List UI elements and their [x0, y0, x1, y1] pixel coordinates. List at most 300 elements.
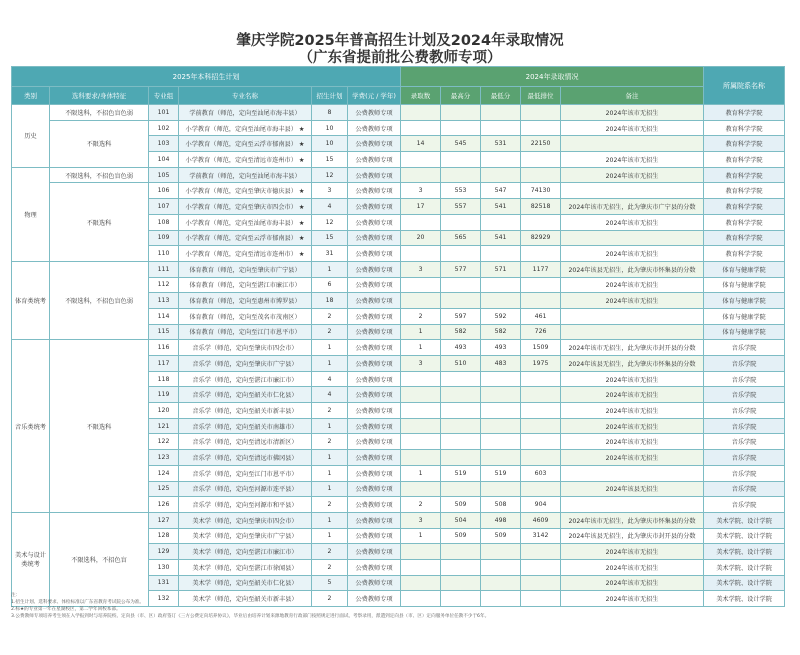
major-cell [179, 481, 312, 497]
column-header-fee: 学费(元 / 学年) [348, 87, 401, 105]
requirement-cell: 不限选科，不招色盲色弱 [50, 167, 149, 183]
min-rank-cell: 82929 [521, 230, 561, 246]
star-icon: ★ [298, 203, 305, 211]
min-score-cell: 531 [481, 136, 521, 152]
plan-cell: 1 [312, 356, 348, 372]
major-cell [179, 340, 312, 356]
major-cell [179, 465, 312, 481]
dept-cell: 美术学院、设计学院 [704, 528, 785, 544]
min-rank-cell [521, 293, 561, 309]
column-header-admitted: 录取数 [401, 87, 441, 105]
star-icon: ★ [298, 141, 305, 149]
group-cell: 130 [149, 559, 179, 575]
min-score-cell [481, 544, 521, 560]
max-score-cell: 565 [441, 230, 481, 246]
note-cell: 2024年该市无招生 [561, 277, 704, 293]
fee-cell: 公费教师专项 [348, 105, 401, 121]
table-row [12, 120, 785, 136]
admitted-cell: 20 [401, 230, 441, 246]
category-cell: 历史 [12, 105, 50, 168]
min-rank-cell: 22150 [521, 136, 561, 152]
admitted-cell [401, 277, 441, 293]
requirement-cell: 不限选科 [50, 340, 149, 513]
fee-cell: 公费教师专项 [348, 591, 401, 607]
fee-cell: 公费教师专项 [348, 308, 401, 324]
dept-cell: 音乐学院 [704, 371, 785, 387]
min-rank-cell [521, 403, 561, 419]
plan-cell: 10 [312, 120, 348, 136]
plan-cell: 2 [312, 308, 348, 324]
max-score-cell: 582 [441, 324, 481, 340]
min-rank-cell: 1509 [521, 340, 561, 356]
min-score-cell: 519 [481, 465, 521, 481]
major-name: 体育教育（师范，定向至湛江市廉江市） [189, 282, 301, 290]
note-cell [561, 465, 704, 481]
major-cell [179, 120, 312, 136]
min-rank-cell: 1177 [521, 261, 561, 277]
group-cell: 119 [149, 387, 179, 403]
admitted-cell [401, 450, 441, 466]
note-cell [561, 136, 704, 152]
table-row [12, 512, 785, 528]
group-cell: 116 [149, 340, 179, 356]
major-cell [179, 418, 312, 434]
min-score-cell: 541 [481, 230, 521, 246]
major-name: 美术学（师范，定向至湛江市徐闻县） [192, 564, 298, 572]
dept-cell: 体育与健康学院 [704, 261, 785, 277]
dept-cell: 音乐学院 [704, 434, 785, 450]
fee-cell: 公费教师专项 [348, 199, 401, 215]
fee-cell: 公费教师专项 [348, 371, 401, 387]
major-name: 美术学（师范，定向至韶关市仁化县） [192, 580, 298, 588]
fee-cell: 公费教师专项 [348, 512, 401, 528]
group-cell: 112 [149, 277, 179, 293]
max-score-cell: 545 [441, 136, 481, 152]
fee-cell: 公费教师专项 [348, 387, 401, 403]
plan-cell: 2 [312, 591, 348, 607]
note-cell [561, 497, 704, 513]
max-score-cell: 519 [441, 465, 481, 481]
major-name: 小学教育（师范，定向至肇庆市四会市） [185, 203, 297, 211]
max-score-cell [441, 387, 481, 403]
note-cell: 2024年该县无招生，此为肇庆市封开县的分数 [561, 528, 704, 544]
max-score-cell: 597 [441, 308, 481, 324]
major-cell [179, 387, 312, 403]
note-cell: 2024年该市无招生 [561, 214, 704, 230]
note-cell [561, 308, 704, 324]
table-row [12, 183, 785, 199]
plan-cell: 1 [312, 481, 348, 497]
min-rank-cell [521, 371, 561, 387]
dept-cell: 教育科学学院 [704, 167, 785, 183]
major-name: 小学教育（师范，定向至清远市连州市） [185, 251, 297, 259]
plan-cell: 15 [312, 152, 348, 168]
admitted-cell: 3 [401, 183, 441, 199]
table-row [12, 340, 785, 356]
dept-cell: 教育科学学院 [704, 152, 785, 168]
group-cell: 114 [149, 308, 179, 324]
note-cell: 2024年该市无招生 [561, 544, 704, 560]
admitted-cell [401, 559, 441, 575]
dept-cell: 音乐学院 [704, 403, 785, 419]
footnote-item: 2.标★的专业第一年在星湖校区，第二学年回校本部。 [11, 607, 121, 612]
fee-cell: 公费教师专项 [348, 559, 401, 575]
table-row [12, 167, 785, 183]
max-score-cell [441, 418, 481, 434]
max-score-cell: 553 [441, 183, 481, 199]
major-name: 小学教育（师范，定向至汕尾市海丰县） [185, 219, 297, 227]
star-icon: ★ [298, 235, 305, 243]
column-header-group: 专业组 [149, 87, 179, 105]
dept-cell: 音乐学院 [704, 465, 785, 481]
max-score-cell [441, 105, 481, 121]
group-cell: 121 [149, 418, 179, 434]
note-cell: 2024年该市无招生 [561, 575, 704, 591]
min-rank-cell [521, 152, 561, 168]
fee-cell: 公费教师专项 [348, 575, 401, 591]
min-score-cell: 547 [481, 183, 521, 199]
note-cell [561, 230, 704, 246]
major-name: 音乐学（师范，定向至清远市清新区） [192, 439, 298, 447]
min-score-cell: 571 [481, 261, 521, 277]
note-cell: 2024年该市无招生 [561, 167, 704, 183]
min-score-cell: 483 [481, 356, 521, 372]
min-rank-cell [521, 418, 561, 434]
group-cell: 113 [149, 293, 179, 309]
min-score-cell [481, 418, 521, 434]
major-cell [179, 261, 312, 277]
major-cell [179, 512, 312, 528]
major-name: 音乐学（师范，定向至韶关市新丰县） [192, 407, 298, 415]
major-cell [179, 246, 312, 262]
star-icon: ★ [298, 251, 305, 259]
major-cell [179, 434, 312, 450]
fee-cell: 公费教师专项 [348, 136, 401, 152]
plan-cell: 4 [312, 371, 348, 387]
major-name: 美术学（师范，定向至韶关市新丰县） [192, 596, 298, 604]
fee-cell: 公费教师专项 [348, 120, 401, 136]
max-score-cell [441, 152, 481, 168]
fee-cell: 公费教师专项 [348, 356, 401, 372]
min-score-cell: 541 [481, 199, 521, 215]
note-cell: 2024年该市无招生 [561, 371, 704, 387]
dept-column-header: 所属院系名称 [704, 67, 785, 105]
major-cell [179, 575, 312, 591]
star-icon: ★ [298, 188, 305, 196]
max-score-cell: 509 [441, 528, 481, 544]
admit-group-header: 2024年录取情况 [401, 67, 704, 87]
admitted-cell: 3 [401, 261, 441, 277]
major-cell [179, 152, 312, 168]
group-cell: 129 [149, 544, 179, 560]
max-score-cell [441, 167, 481, 183]
page-subtitle: （广东省提前批公费教师专项） [298, 50, 502, 66]
plan-cell: 3 [312, 183, 348, 199]
group-cell: 131 [149, 575, 179, 591]
min-rank-cell [521, 246, 561, 262]
min-score-cell [481, 167, 521, 183]
dept-cell: 教育科学学院 [704, 120, 785, 136]
note-cell: 2024年该市无招生，此为肇庆市广宁县的分数 [561, 199, 704, 215]
note-cell: 2024年该市无招生，此为肇庆市封开县的分数 [561, 340, 704, 356]
plan-group-header: 2025年本科招生计划 [12, 67, 401, 87]
major-cell [179, 544, 312, 560]
admitted-cell [401, 418, 441, 434]
major-name: 音乐学（师范，定向至肇庆市四会市） [192, 345, 298, 353]
major-cell [179, 167, 312, 183]
min-rank-cell [521, 559, 561, 575]
max-score-cell [441, 544, 481, 560]
column-header-note: 备注 [561, 87, 704, 105]
dept-cell: 教育科学学院 [704, 246, 785, 262]
note-cell: 2024年该市无招生 [561, 387, 704, 403]
note-cell [561, 183, 704, 199]
note-cell: 2024年该市无招生 [561, 591, 704, 607]
footnote-heading: 注： [11, 593, 21, 598]
major-cell [179, 230, 312, 246]
min-rank-cell: 904 [521, 497, 561, 513]
category-cell: 音乐类统考 [12, 340, 50, 513]
admitted-cell: 1 [401, 340, 441, 356]
major-cell [179, 528, 312, 544]
admitted-cell [401, 120, 441, 136]
group-cell: 117 [149, 356, 179, 372]
min-score-cell [481, 293, 521, 309]
plan-cell: 15 [312, 230, 348, 246]
column-header-category: 类别 [12, 87, 50, 105]
plan-cell: 4 [312, 199, 348, 215]
dept-cell: 体育与健康学院 [704, 324, 785, 340]
star-icon: ★ [298, 156, 305, 164]
note-cell: 2024年该市无招生 [561, 403, 704, 419]
admitted-cell: 2 [401, 497, 441, 513]
major-cell [179, 324, 312, 340]
admitted-cell [401, 544, 441, 560]
note-cell: 2024年该县无招生，此为肇庆市怀集县的分数 [561, 261, 704, 277]
note-cell: 2024年该市无招生，此为肇庆市怀集县的分数 [561, 512, 704, 528]
major-name: 音乐学（师范，定向至清远市佛冈县） [192, 454, 298, 462]
min-score-cell [481, 277, 521, 293]
dept-cell: 教育科学学院 [704, 199, 785, 215]
max-score-cell [441, 120, 481, 136]
group-cell: 118 [149, 371, 179, 387]
plan-cell: 2 [312, 403, 348, 419]
major-name: 学前教育（师范，定向至汕尾市海丰县） [189, 172, 301, 180]
min-score-cell: 582 [481, 324, 521, 340]
max-score-cell [441, 277, 481, 293]
plan-cell: 2 [312, 559, 348, 575]
footnote-item: 3.公费教师专项培养考生须在入学报到时与培养院校、定向县（市、区）政府签订《三方公费定向培养协议》，毕业后由培养计划来源地教育行政部门按照规定进行面试、考察录用，派遣到定向县（市、区）定向服务单位任教不少于6年。 [11, 614, 490, 619]
group-cell: 127 [149, 512, 179, 528]
dept-cell: 音乐学院 [704, 356, 785, 372]
group-cell: 103 [149, 136, 179, 152]
plan-cell: 1 [312, 261, 348, 277]
major-name: 音乐学（师范，定向至韶关市南雄市） [192, 423, 298, 431]
dept-cell: 音乐学院 [704, 481, 785, 497]
major-name: 小学教育（师范，定向至汕尾市海丰县） [185, 125, 297, 133]
admitted-cell [401, 105, 441, 121]
major-cell [179, 293, 312, 309]
min-score-cell [481, 214, 521, 230]
column-header-min-rank: 最低排位 [521, 87, 561, 105]
group-cell: 102 [149, 120, 179, 136]
fee-cell: 公费教师专项 [348, 465, 401, 481]
plan-cell: 18 [312, 293, 348, 309]
max-score-cell: 504 [441, 512, 481, 528]
star-icon: ★ [298, 125, 305, 133]
max-score-cell: 493 [441, 340, 481, 356]
dept-cell: 美术学院、设计学院 [704, 575, 785, 591]
fee-cell: 公费教师专项 [348, 293, 401, 309]
max-score-cell: 577 [441, 261, 481, 277]
admitted-cell [401, 481, 441, 497]
max-score-cell [441, 450, 481, 466]
min-rank-cell: 461 [521, 308, 561, 324]
major-name: 体育教育（师范，定向至江门市恩平市） [189, 329, 301, 337]
admitted-cell [401, 167, 441, 183]
group-cell: 128 [149, 528, 179, 544]
dept-cell: 音乐学院 [704, 497, 785, 513]
fee-cell: 公费教师专项 [348, 230, 401, 246]
min-rank-cell: 1975 [521, 356, 561, 372]
major-name: 小学教育（师范，定向至肇庆市德庆县） [185, 188, 297, 196]
min-rank-cell [521, 481, 561, 497]
plan-cell: 2 [312, 544, 348, 560]
group-cell: 122 [149, 434, 179, 450]
min-score-cell [481, 246, 521, 262]
min-rank-cell [521, 544, 561, 560]
major-cell [179, 199, 312, 215]
column-header-requirement: 选科要求/身体特征 [50, 87, 149, 105]
admitted-cell: 2 [401, 308, 441, 324]
plan-cell: 6 [312, 277, 348, 293]
star-icon: ★ [298, 219, 305, 227]
major-name: 学前教育（师范，定向至汕尾市海丰县） [189, 109, 301, 117]
fee-cell: 公费教师专项 [348, 246, 401, 262]
admitted-cell [401, 575, 441, 591]
admitted-cell: 3 [401, 512, 441, 528]
dept-cell: 美术学院、设计学院 [704, 544, 785, 560]
note-cell: 2024年该市无招生 [561, 120, 704, 136]
category-cell: 物理 [12, 167, 50, 261]
group-cell: 126 [149, 497, 179, 513]
major-name: 音乐学（师范，定向至肇庆市广宁县） [192, 360, 298, 368]
max-score-cell [441, 559, 481, 575]
plan-cell: 31 [312, 246, 348, 262]
major-cell [179, 136, 312, 152]
plan-cell: 8 [312, 105, 348, 121]
group-cell: 115 [149, 324, 179, 340]
min-rank-cell: 74130 [521, 183, 561, 199]
major-cell [179, 105, 312, 121]
major-name: 体育教育（师范，定向至茂名市茂南区） [189, 313, 301, 321]
major-cell [179, 214, 312, 230]
plan-cell: 12 [312, 167, 348, 183]
note-cell: 2024年该市无招生 [561, 246, 704, 262]
major-name: 小学教育（师范，定向至清远市连州市） [185, 156, 297, 164]
major-cell [179, 559, 312, 575]
dept-cell: 教育科学学院 [704, 214, 785, 230]
major-name: 体育教育（师范，定向至肇庆市广宁县） [189, 266, 301, 274]
column-header-min-score: 最低分 [481, 87, 521, 105]
max-score-cell: 557 [441, 199, 481, 215]
dept-cell: 体育与健康学院 [704, 277, 785, 293]
requirement-cell: 不限选科 [50, 120, 149, 167]
min-score-cell [481, 120, 521, 136]
major-cell [179, 371, 312, 387]
major-cell [179, 277, 312, 293]
min-rank-cell: 3142 [521, 528, 561, 544]
group-cell: 104 [149, 152, 179, 168]
major-cell [179, 403, 312, 419]
plan-cell: 1 [312, 465, 348, 481]
requirement-cell: 不限选科 [50, 183, 149, 261]
requirement-cell: 不限选科，不招色盲 [50, 512, 149, 606]
column-header-plan: 招生计划 [312, 87, 348, 105]
major-name: 小学教育（师范，定向至云浮市郁南县） [185, 235, 297, 243]
group-cell: 106 [149, 183, 179, 199]
admitted-cell: 3 [401, 356, 441, 372]
note-cell: 2024年该市无招生 [561, 450, 704, 466]
max-score-cell [441, 575, 481, 591]
dept-cell: 音乐学院 [704, 387, 785, 403]
major-name: 音乐学（师范，定向至韶关市仁化县） [192, 392, 298, 400]
major-name: 体育教育（师范，定向至惠州市博罗县） [189, 298, 301, 306]
note-cell: 2024年该县无招生 [561, 481, 704, 497]
min-score-cell: 508 [481, 497, 521, 513]
dept-cell: 音乐学院 [704, 340, 785, 356]
dept-cell: 教育科学学院 [704, 183, 785, 199]
min-rank-cell [521, 120, 561, 136]
plan-cell: 10 [312, 136, 348, 152]
fee-cell: 公费教师专项 [348, 167, 401, 183]
requirement-cell: 不限选科，不招色盲色弱 [50, 261, 149, 339]
dept-cell: 教育科学学院 [704, 136, 785, 152]
note-cell: 2024年该县无招生，此为肇庆市怀集县的分数 [561, 356, 704, 372]
plan-cell: 1 [312, 340, 348, 356]
major-name: 小学教育（师范，定向至云浮市郁南县） [185, 141, 297, 149]
fee-cell: 公费教师专项 [348, 450, 401, 466]
plan-cell: 2 [312, 434, 348, 450]
min-score-cell [481, 450, 521, 466]
major-name: 音乐学（师范，定向至河源市连平县） [192, 486, 298, 494]
min-score-cell [481, 152, 521, 168]
dept-cell: 美术学院、设计学院 [704, 591, 785, 607]
max-score-cell [441, 481, 481, 497]
admitted-cell [401, 152, 441, 168]
max-score-cell [441, 403, 481, 419]
column-header-max-score: 最高分 [441, 87, 481, 105]
admitted-cell [401, 434, 441, 450]
note-cell [561, 324, 704, 340]
group-cell: 132 [149, 591, 179, 607]
group-cell: 105 [149, 167, 179, 183]
note-cell: 2024年该市无招生 [561, 293, 704, 309]
fee-cell: 公费教师专项 [348, 403, 401, 419]
admitted-cell [401, 246, 441, 262]
dept-cell: 教育科学学院 [704, 230, 785, 246]
min-rank-cell [521, 450, 561, 466]
group-cell: 110 [149, 246, 179, 262]
min-rank-cell [521, 434, 561, 450]
admitted-cell [401, 403, 441, 419]
footnote-item: 1.招生计划、选科要求、体检标准以广东省教育考试院公布为准。 [11, 600, 145, 605]
dept-cell: 体育与健康学院 [704, 308, 785, 324]
dept-cell: 体育与健康学院 [704, 293, 785, 309]
min-score-cell: 493 [481, 340, 521, 356]
fee-cell: 公费教师专项 [348, 544, 401, 560]
min-rank-cell: 4609 [521, 512, 561, 528]
